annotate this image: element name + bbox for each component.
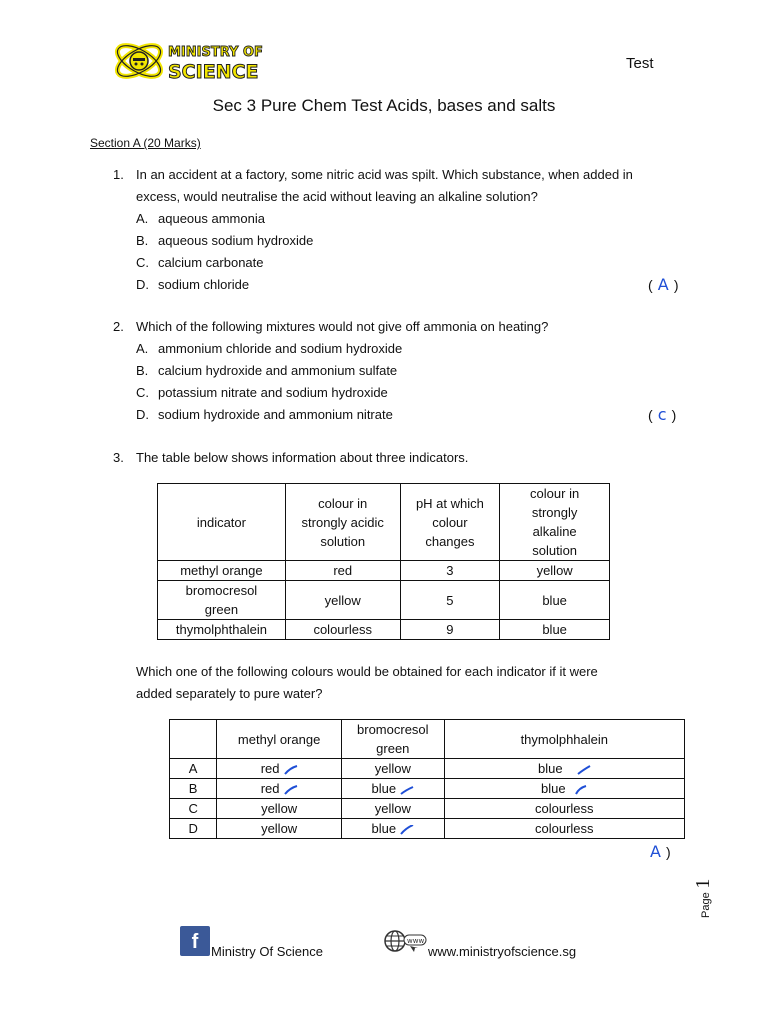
cell: colourless xyxy=(444,799,684,819)
page-number xyxy=(692,878,732,918)
cell: yellow xyxy=(341,799,444,819)
cell: blue xyxy=(444,759,684,779)
table-row xyxy=(158,620,610,640)
cell: red xyxy=(217,779,342,799)
indicator-table xyxy=(157,483,610,640)
cell: methyl orange xyxy=(158,561,286,581)
cell: A xyxy=(170,759,217,779)
header-cell: bromocresol green xyxy=(341,720,444,759)
question-text: In an accident at a factory, some nitric acid was spilt. Which substance, when added in xyxy=(136,167,633,182)
question-text: Which of the following mixtures would not give off ammonia on heating? xyxy=(136,319,549,334)
answer-mark: ( A ) xyxy=(648,275,679,294)
cell: 9 xyxy=(400,620,500,640)
header-cell: methyl orange xyxy=(217,720,342,759)
cell: thymolphthalein xyxy=(158,620,286,640)
facebook-page-name: Ministry Of Science xyxy=(211,944,323,959)
tick-mark-icon xyxy=(400,785,414,795)
question-3 xyxy=(0,447,768,469)
cell: C xyxy=(170,799,217,819)
cell: blue xyxy=(341,819,444,839)
logo-text-science: SCIENCE xyxy=(168,61,259,83)
table-row xyxy=(170,819,685,839)
cell: blue xyxy=(444,779,684,799)
question-number: 3. xyxy=(113,450,124,465)
logo-text-ministry: MINISTRY OF xyxy=(168,45,263,60)
cell: colourless xyxy=(444,819,684,839)
cell: D xyxy=(170,819,217,839)
cell: bromocresol green xyxy=(158,581,286,620)
cell: red xyxy=(285,561,400,581)
tick-mark-icon xyxy=(574,785,588,795)
answer-mark: ( c ) xyxy=(648,405,677,424)
option-b: B. aqueous sodium hydroxide xyxy=(136,233,314,248)
answer-mark: A ) xyxy=(650,842,671,861)
cell: blue xyxy=(500,581,610,620)
table-row xyxy=(158,581,610,620)
tick-mark-icon xyxy=(284,765,298,775)
cell: yellow xyxy=(217,799,342,819)
tick-mark-icon xyxy=(400,825,414,835)
question-text: added separately to pure water? xyxy=(136,686,323,701)
cell: colourless xyxy=(285,620,400,640)
question-3-followup xyxy=(0,661,768,705)
question-text: Which one of the following colours would be obtained for each indicator if it were xyxy=(136,664,598,679)
option-d: D. sodium hydroxide and ammonium nitrate xyxy=(136,407,393,422)
website-link[interactable]: www.ministryofscience.sg xyxy=(428,944,577,959)
header-cell: indicator xyxy=(158,484,286,561)
cell: yellow xyxy=(341,759,444,779)
cell: blue xyxy=(500,620,610,640)
header-cell: pH at which colour changes xyxy=(400,484,500,561)
cell: blue xyxy=(341,779,444,799)
question-number: 2. xyxy=(113,319,124,334)
cell: yellow xyxy=(500,561,610,581)
question-number: 1. xyxy=(113,167,124,182)
question-2 xyxy=(0,316,768,428)
www-badge-text: www xyxy=(407,937,425,945)
globe-web-icon xyxy=(384,929,428,953)
cell: red xyxy=(217,759,342,779)
table-row xyxy=(158,561,610,581)
table-row xyxy=(170,759,685,779)
cell: 5 xyxy=(400,581,500,620)
header-cell: colour in strongly alkaline solution xyxy=(500,484,610,561)
option-b: B. calcium hydroxide and ammonium sulfate xyxy=(136,363,398,378)
option-c: C. potassium nitrate and sodium hydroxide xyxy=(136,385,388,400)
option-a: A. aqueous ammonia xyxy=(136,211,265,226)
facebook-icon[interactable]: f xyxy=(180,926,210,956)
table-row xyxy=(170,779,685,799)
header-cell: thymolphhalein xyxy=(444,720,684,759)
header-cell: colour in strongly acidic solution xyxy=(285,484,400,561)
cell: yellow xyxy=(285,581,400,620)
ministry-of-science-logo xyxy=(112,34,272,88)
cell: yellow xyxy=(217,819,342,839)
answer-options-table xyxy=(169,719,685,839)
page-label: Page xyxy=(700,892,712,918)
cell: B xyxy=(170,779,217,799)
test-label: Test xyxy=(626,55,654,72)
page-title: Sec 3 Pure Chem Test Acids, bases and salts xyxy=(212,96,556,115)
header-cell xyxy=(170,720,217,759)
question-text: excess, would neutralise the acid without leaving an alkaline solution? xyxy=(136,189,538,204)
option-c: C. calcium carbonate xyxy=(136,255,264,270)
option-a: A. ammonium chloride and sodium hydroxide xyxy=(136,341,403,356)
tick-mark-icon xyxy=(577,765,591,775)
option-d: D. sodium chloride xyxy=(136,277,250,292)
table-row xyxy=(170,799,685,819)
question-1 xyxy=(0,164,768,296)
page-number-value: 1 xyxy=(692,878,714,889)
atom-logo-icon xyxy=(113,39,166,82)
tick-mark-icon xyxy=(284,785,298,795)
cell: 3 xyxy=(400,561,500,581)
section-heading: Section A (20 Marks) xyxy=(90,136,201,150)
question-text: The table below shows information about three indicators. xyxy=(136,450,469,465)
